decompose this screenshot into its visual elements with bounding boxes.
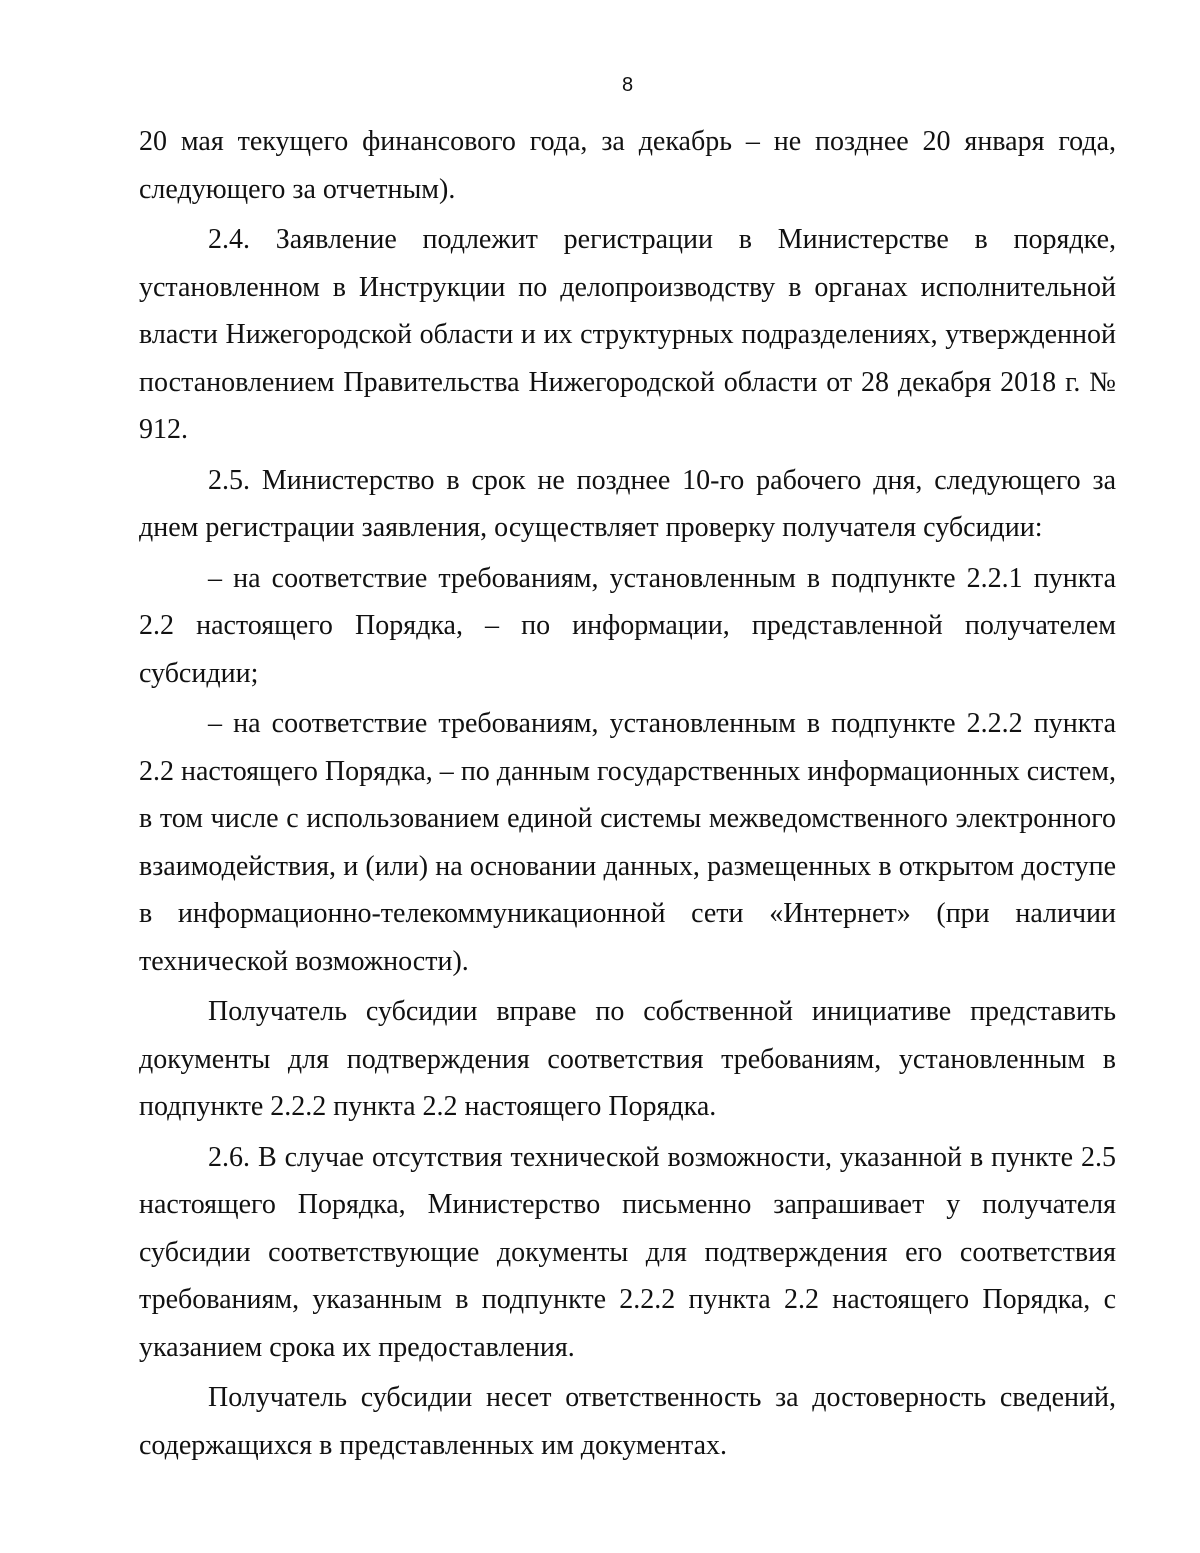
page-number: 8 — [621, 74, 634, 96]
document-body — [139, 118, 1116, 1469]
paragraph-continuation: 20 мая текущего финансового года, за декабрь – не позднее 20 января года, следующего за отчетным). — [139, 126, 1116, 205]
paragraph-recipient-initiative: Получатель субсидии вправе по собственной инициативе представить документы для подтверждения соответствия требованиям, установленным в подпункте 2.2.2 пункта 2.2 настоящего Порядка. — [139, 996, 1116, 1122]
paragraph-2-4: 2.4. Заявление подлежит регистрации в Министерстве в порядке, установленном в Инструкции по делопроизводству в органах исполнительной власти Нижегородской области и их структурных подразделениях, утвержденной постановлением Правительства Нижегородской области от 28 декабря 2018 г. № 912. — [139, 224, 1116, 445]
paragraph-2-5: 2.5. Министерство в срок не позднее 10-го рабочего дня, следующего за днем регистрации заявления, осуществляет проверку получателя субсидии: — [139, 464, 1116, 543]
paragraph-2-6: 2.6. В случае отсутствия технической возможности, указанной в пункте 2.5 настоящего Порядка, Министерство письменно запрашивает у получателя субсидии соответствующие документы для подтверждения его соответствия требованиям, указанным в подпункте 2.2.2 пункта 2.2 настоящего Порядка, с указанием срока их предоставления. — [139, 1141, 1116, 1363]
list-item-2-2-2: – на соответствие требованиям, установленным в подпункте 2.2.2 пункта 2.2 настоящего Порядка, – по данным государственных информационных систем, в том числе с использованием единой системы межведомственного электронного взаимодействия, и (или) на основании данных, размещенных в открытом доступе в информационно-телекоммуникационной сети «Интернет» (при наличии технической возможности). — [139, 708, 1116, 977]
list-item-2-2-1: – на соответствие требованиям, установленным в подпункте 2.2.1 пункта 2.2 настоящего Порядка, – по информации, представленной получателем субсидии; — [139, 562, 1116, 689]
paragraph-responsibility: Получатель субсидии несет ответственность за достоверность сведений, содержащихся в представленных им документах. — [139, 1382, 1116, 1461]
